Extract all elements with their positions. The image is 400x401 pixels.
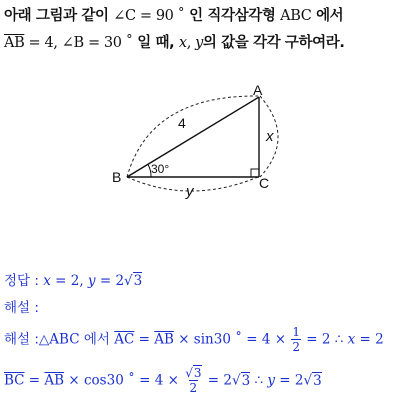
explanation-label-1 xyxy=(4,296,39,316)
text: 에서 xyxy=(79,331,115,348)
text: × cos30 ˚ = 4 × xyxy=(64,372,184,389)
y-value-radicand: 3 xyxy=(133,273,143,289)
answer-line: 정답 : x = 2, y = 2√3 xyxy=(4,273,143,289)
var-x: x xyxy=(43,273,51,289)
angle-b-label: 30° xyxy=(151,162,170,176)
text: = xyxy=(24,372,45,389)
denominator: 2 xyxy=(189,381,198,395)
text: = xyxy=(134,331,155,348)
text: = 2 xyxy=(355,331,384,348)
x-value: = 2, xyxy=(50,273,88,289)
problem-text: 일 때, xyxy=(132,35,179,51)
segment-ac: $\overline{AC}$ xyxy=(114,331,135,348)
text: = 2 xyxy=(203,372,232,389)
explanation-step-1 xyxy=(4,326,384,353)
text: = 2 xyxy=(275,372,304,389)
side-y-label: y xyxy=(186,183,194,200)
triangle-name: ABC xyxy=(280,8,312,24)
var-y: y xyxy=(87,273,96,289)
numerator: 1 xyxy=(292,325,300,339)
radicand: 3 xyxy=(241,372,251,389)
radicand: 3 xyxy=(193,366,202,380)
denominator: 2 xyxy=(292,340,300,354)
y-value: = 2 xyxy=(95,273,125,289)
explanation-label: 해설 : xyxy=(4,300,39,316)
right-angle-marker xyxy=(251,169,259,177)
var-x: x xyxy=(178,35,187,51)
triangle-ref: △ABC xyxy=(38,331,80,348)
segment-ab: $\overline{AB}$ xyxy=(44,372,65,389)
problem-text: 아래 그림과 같이 xyxy=(4,8,114,24)
angle-c-expression: ∠C = 90 ˚ xyxy=(113,8,185,24)
fraction-one-half xyxy=(291,326,301,353)
given-values: = 4, ∠B = 30 ˚ xyxy=(24,35,133,51)
fraction-root3-over-2: $\frac{√3}{2}$ xyxy=(185,366,202,395)
vertex-b-label: B xyxy=(112,169,122,185)
var-y: y xyxy=(267,372,275,389)
radicand: 3 xyxy=(313,372,322,389)
problem-text: 인 직각삼각형 xyxy=(184,8,281,24)
vertex-a-label: A xyxy=(253,82,263,98)
var-x: x xyxy=(347,331,356,348)
vertex-c-label: C xyxy=(259,175,270,191)
answer-label: 정답 : xyxy=(4,273,39,289)
hypotenuse-length-label: 4 xyxy=(178,115,186,131)
segment-ab: $\overline{AB}$ xyxy=(154,331,174,348)
explanation-label: 해설 : xyxy=(4,331,39,348)
text: ∴ xyxy=(250,372,268,389)
var-y: y xyxy=(195,35,203,51)
text: × sin30 ˚ = 4 × xyxy=(173,331,291,348)
text: = 2 ∴ xyxy=(301,331,348,348)
comma: , xyxy=(186,35,196,51)
problem-text: 에서 xyxy=(311,8,344,24)
side-x-label: x xyxy=(266,128,274,145)
problem-text: 의 값을 각각 구하여라. xyxy=(202,35,345,51)
explanation-step-2: $\overline{BC} = \overline{AB} \times \cos 30$ ˚ = 4 × $\frac{√3}{2}$ = 2√3 ∴ y = 2√3 xyxy=(4,366,322,395)
segment-bc: $\overline{BC}$ xyxy=(4,372,25,389)
segment-ab: $\overline{AB}$ xyxy=(4,35,25,51)
